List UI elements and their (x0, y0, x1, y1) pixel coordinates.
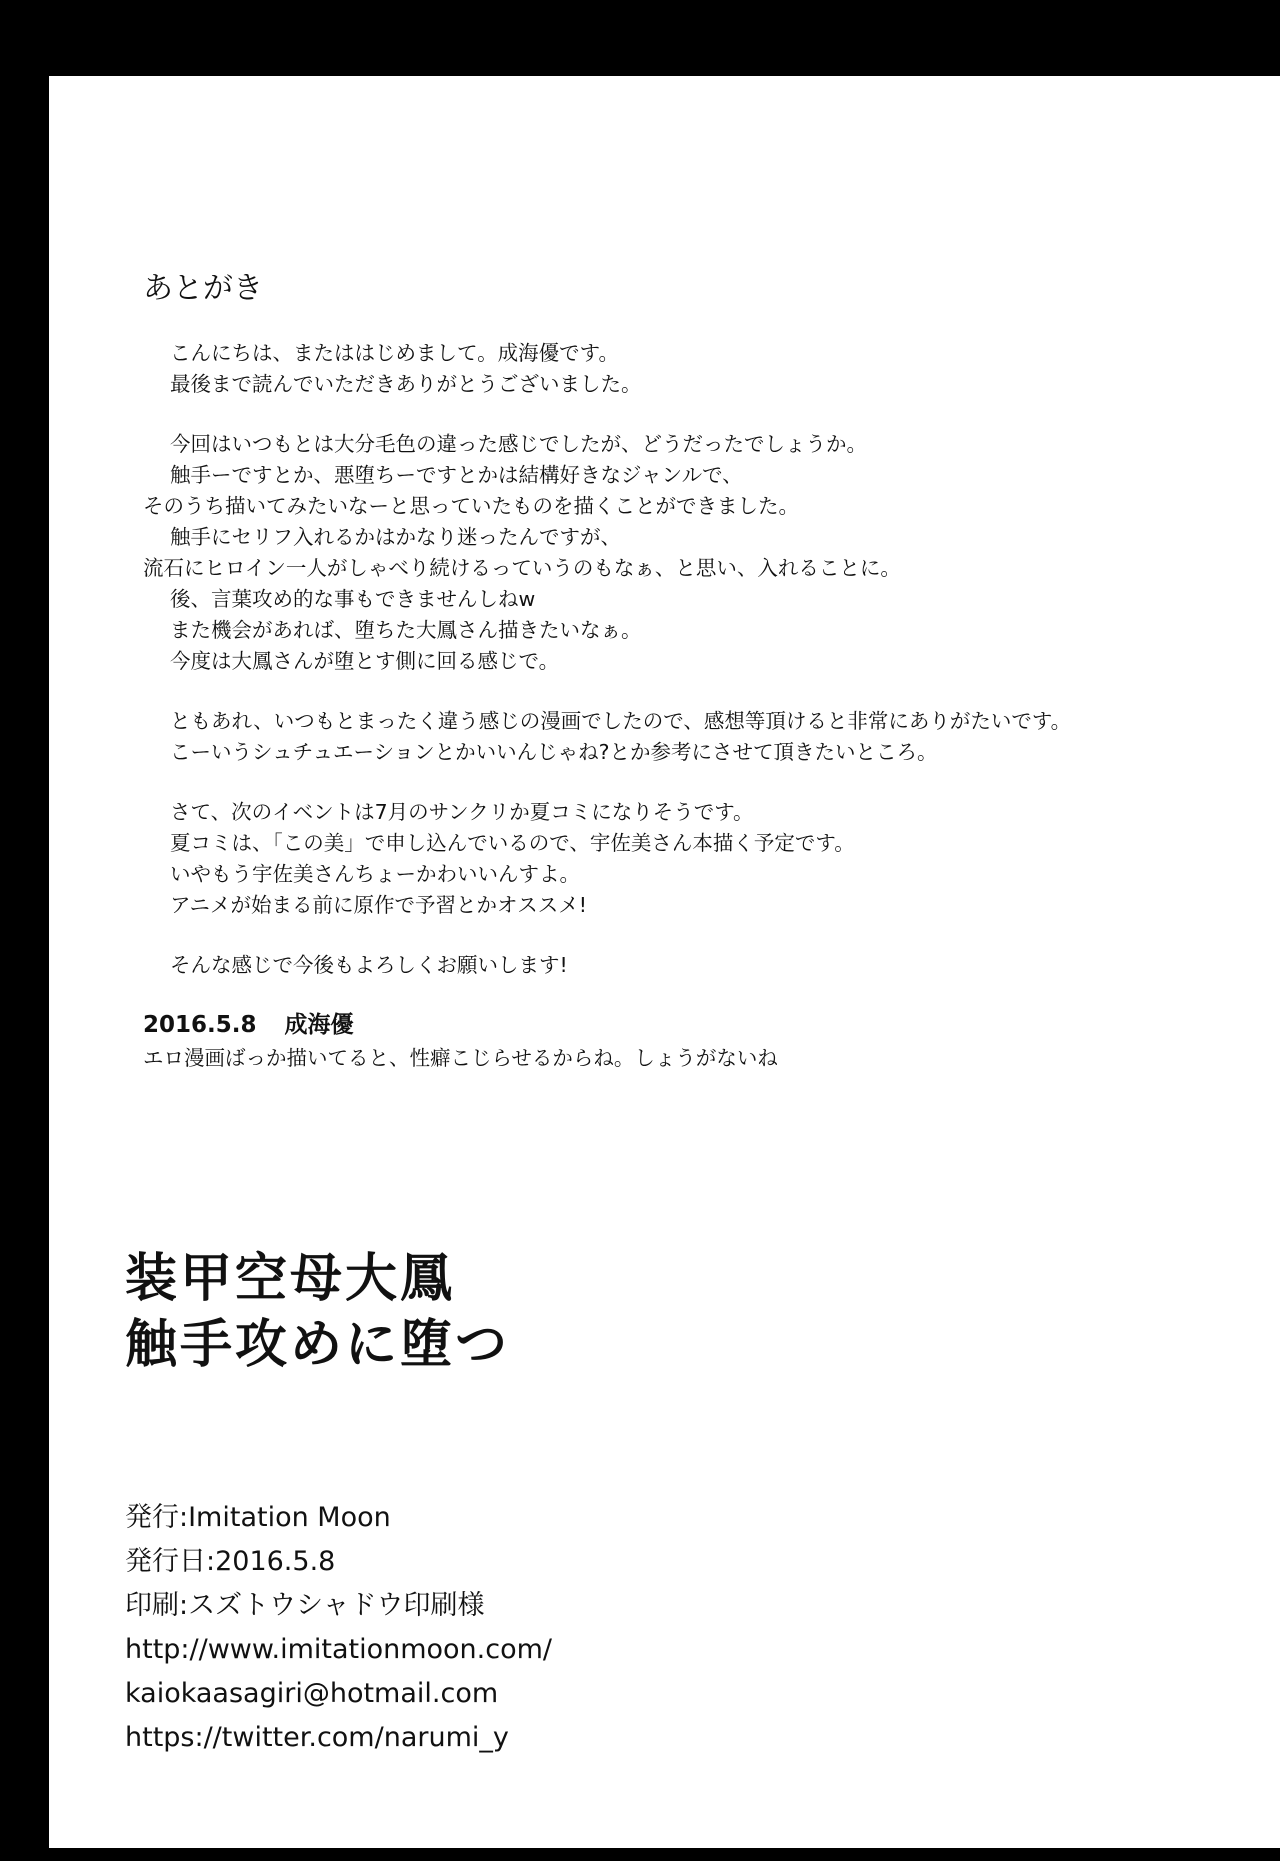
afterword-line: 今回はいつもとは大分毛色の違った感じでしたが、どうだったでしょうか。 (170, 432, 867, 456)
afterword-title: あとがき (143, 271, 263, 306)
afterword-line: そのうち描いてみたいなーと思っていたものを描くことができました。 (143, 494, 799, 518)
paragraph-gap (143, 768, 1243, 797)
afterword-line: 夏コミは、「この美」で申し込んでいるので、宇佐美さん本描く予定です。 (170, 831, 855, 855)
afterword-line: 触手にセリフ入れるかはかなり迷ったんですが、 (170, 525, 621, 549)
afterword-body (143, 338, 1243, 981)
book-title (125, 1246, 510, 1378)
signature-author: 成海優 (284, 1012, 354, 1038)
colophon-website: http://www.imitationmoon.com/ (125, 1634, 553, 1665)
afterword-line: 後、言葉攻め的な事もできませんしねw (170, 587, 536, 611)
afterword-line: こーいうシュチュエーションとかいいんじゃね?とか参考にさせて頂きたいところ。 (170, 740, 938, 764)
afterword-line: 最後まで読んでいただきありがとうございました。 (170, 372, 642, 396)
book-title-line-2: 触手攻めに堕つ (125, 1314, 511, 1375)
paragraph-gap (143, 921, 1243, 950)
page-sheet (49, 76, 1280, 1848)
colophon-printer: 印刷:スズトウシャドウ印刷様 (125, 1590, 485, 1621)
afterword-line: こんにちは、またははじめまして。成海優です。 (170, 341, 619, 365)
afterword-paragraph (143, 338, 1243, 400)
paragraph-gap (143, 677, 1243, 706)
afterword-paragraph (143, 429, 1243, 677)
signature-note: エロ漫画ばっか描いてると、性癖こじらせるからね。しょうがないね (143, 1046, 778, 1070)
colophon (125, 1496, 552, 1760)
afterword-line: また機会があれば、堕ちた大鳳さん描きたいなぁ。 (170, 618, 642, 642)
afterword-line: 触手ーですとか、悪堕ちーですとかは結構好きなジャンルで、 (170, 463, 743, 487)
colophon-publisher: 発行:Imitation Moon (125, 1502, 391, 1533)
afterword-line: さて、次のイベントは7月のサンクリか夏コミになりそうです。 (170, 800, 754, 824)
book-title-line-1: 装甲空母大鳳 (125, 1248, 456, 1309)
colophon-issue-date: 発行日:2016.5.8 (125, 1546, 336, 1577)
afterword-paragraph (143, 706, 1243, 768)
signature-date: 2016.5.8 (143, 1012, 257, 1038)
afterword-line: ともあれ、いつもとまったく違う感じの漫画でしたので、感想等頂けると非常にありがたいです。 (170, 709, 1072, 733)
afterword-paragraph (143, 797, 1243, 921)
afterword-line: そんな感じで今後もよろしくお願いします! (170, 953, 568, 977)
colophon-twitter: https://twitter.com/narumi_y (125, 1722, 509, 1753)
afterword-line: 今度は大鳳さんが堕とす側に回る感じで。 (170, 649, 560, 673)
afterword-line: いやもう宇佐美さんちょーかわいいんすよ。 (170, 862, 580, 886)
paragraph-gap (143, 400, 1243, 429)
afterword-line: アニメが始まる前に原作で予習とかオススメ! (170, 893, 587, 917)
signature (143, 1010, 354, 1040)
afterword-paragraph (143, 950, 1243, 981)
colophon-email: kaiokaasagiri@hotmail.com (125, 1678, 499, 1709)
afterword-line: 流石にヒロイン一人がしゃべり続けるっていうのもなぁ、と思い、入れることに。 (143, 556, 901, 580)
